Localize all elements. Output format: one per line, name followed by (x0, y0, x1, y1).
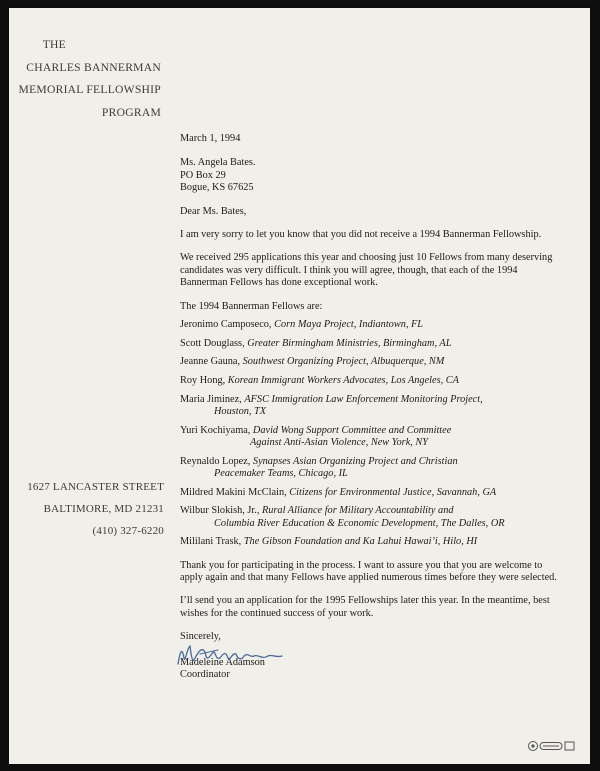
fellow-org-continued: Against Anti-Asian Violence, New York, NY (250, 437, 429, 449)
recipient-line: Bogue, KS 67625 (180, 182, 254, 194)
signer-title: Coordinator (180, 669, 230, 681)
fellow-name: Roy Hong, (180, 375, 228, 387)
paragraph: Thank you for participating in the process. I want to assure you that you are welcome to apply again and that many Fellows have applied numerous times before they were selected. (180, 559, 557, 584)
fellow-name: Wilbur Slokish, Jr., (180, 505, 262, 517)
letter-body (180, 133, 560, 681)
recipient-block (180, 157, 560, 194)
fellow-entry (180, 505, 560, 530)
letterhead-line: THE (42, 38, 66, 51)
recipient-line: Ms. Angela Bates. (180, 157, 256, 169)
address-phone: (410) 327-6220 (92, 525, 164, 537)
signer-name: Madeleine Adamson (180, 656, 265, 668)
fellow-name: Jeanne Gauna, (180, 356, 243, 368)
fellow-entry (180, 536, 560, 548)
fellow-org: Greater Birmingham Ministries, Birmingham, AL (247, 337, 452, 349)
sender-address (9, 476, 164, 542)
paragraph: I am very sorry to let you know that you did not receive a 1994 Bannerman Fellowship. (180, 229, 542, 241)
fellow-org: Korean Immigrant Workers Advocates, Los Angeles, CA (227, 375, 459, 387)
letter-date: March 1, 1994 (180, 133, 241, 144)
fellow-org: Citizens for Environmental Justice, Savannah, GA (289, 486, 497, 498)
fellow-org-continued: Houston, TX (214, 406, 267, 418)
fellow-org-continued: Peacemaker Teams, Chicago, IL (214, 468, 348, 480)
fellow-name: Mililani Trask, (180, 536, 244, 548)
fellow-entry (180, 394, 560, 419)
address-street: 1627 LANCASTER STREET (27, 481, 164, 493)
fellow-name: Maria Jiminez, (180, 393, 245, 405)
address-city: BALTIMORE, MD 21231 (43, 503, 164, 515)
fellow-org: The Gibson Foundation and Ka Lahui Hawai’i, Hilo, HI (243, 536, 478, 548)
fellow-org-continued: Columbia River Education & Economic Development, The Dalles, OR (214, 517, 505, 529)
fellow-entry (180, 375, 560, 387)
paragraph: We received 295 applications this year and choosing just 10 Fellows from many deserving candidates was very difficult. I think you will agree, though, that each of the 1994 Bannerman Fellows has done exceptional work. (180, 252, 553, 289)
fellow-name: Jeronimo Camposeco, (180, 319, 275, 331)
fellow-org: David Wong Support Committee and Committee (252, 424, 452, 436)
letterhead-line: PROGRAM (101, 105, 161, 119)
handwritten-signature (172, 638, 292, 672)
salutation: Dear Ms. Bates, (180, 205, 247, 217)
fellows-intro: The 1994 Bannerman Fellows are: (180, 300, 323, 312)
fellow-name: Scott Douglass, (180, 337, 248, 349)
fellow-org: AFSC Immigration Law Enforcement Monitoring Project, (244, 393, 483, 405)
fellow-name: Reynaldo Lopez, (180, 455, 253, 467)
letterhead-line: CHARLES BANNERMAN (26, 60, 161, 74)
fellow-entry (180, 356, 560, 368)
fellow-entry (180, 456, 560, 481)
fellow-org: Synapses Asian Organizing Project and Christian (252, 455, 458, 467)
union-bug-icon (527, 739, 577, 753)
letter-page (9, 8, 590, 764)
letterhead (9, 34, 161, 124)
fellow-org: Rural Alliance for Military Accountability and (261, 505, 454, 517)
fellow-entry (180, 425, 560, 450)
letterhead-line: MEMORIAL FELLOWSHIP (18, 83, 161, 96)
signature-area (180, 644, 560, 657)
fellow-entry (180, 319, 560, 331)
fellow-name: Yuri Kochiyama, (180, 424, 253, 436)
fellow-name: Mildred Makini McClain, (180, 486, 290, 498)
closing: Sincerely, (180, 631, 221, 643)
paragraph: I’ll send you an application for the 1995 Fellowships later this year. In the meantime, best wishes for the continued success of your work. (180, 595, 550, 619)
recipient-line: PO Box 29 (180, 169, 226, 181)
fellow-entry (180, 338, 560, 350)
fellow-org: Southwest Organizing Project, Albuquerque, NM (242, 356, 445, 368)
fellow-org: Corn Maya Project, Indiantown, FL (274, 319, 424, 331)
fellow-entry (180, 487, 560, 499)
fellows-list (180, 319, 560, 548)
